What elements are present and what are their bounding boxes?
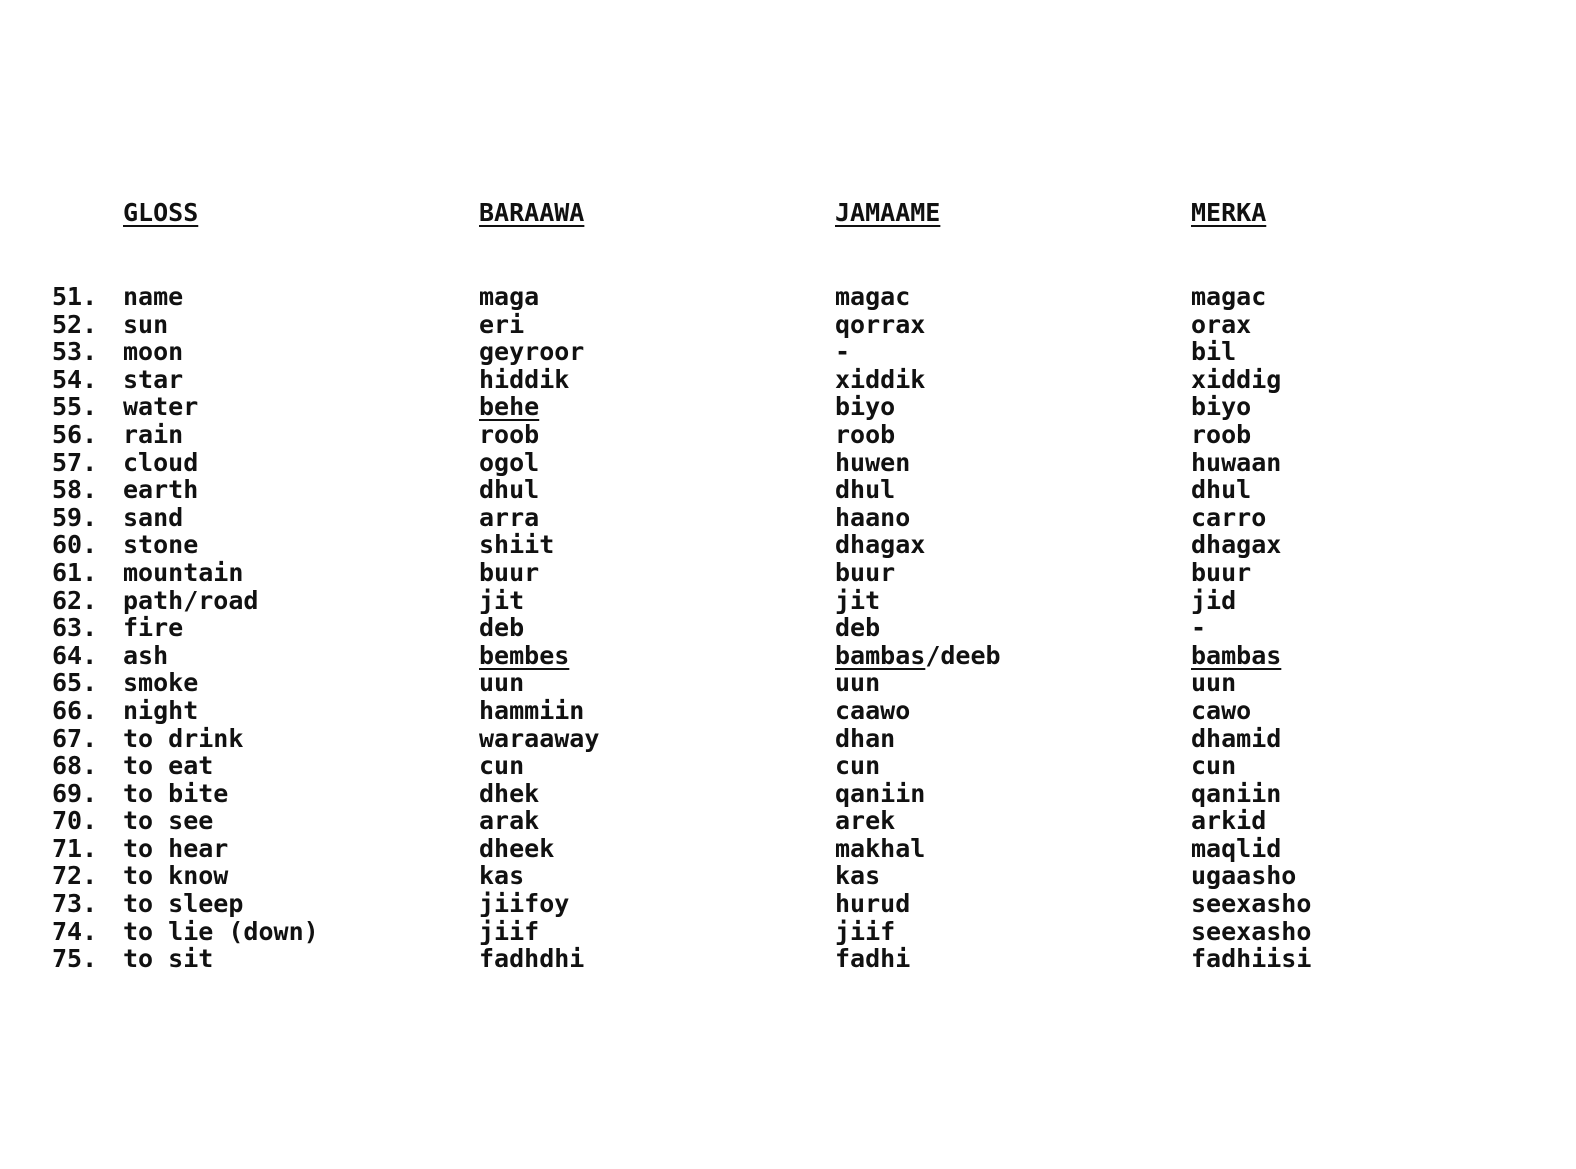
jamaame-cell-underlined-part: bambas <box>835 640 926 670</box>
jamaame-cell: huwen <box>835 447 911 477</box>
header-jamaame: JAMAAME <box>835 198 941 227</box>
baraawa-cell: dheek <box>479 833 555 863</box>
jamaame-cell: makhal <box>835 833 926 863</box>
baraawa-cell: uun <box>479 668 525 698</box>
gloss-cell: fire <box>123 613 184 643</box>
gloss-cell: earth <box>123 475 199 505</box>
row-number: 65. <box>52 668 98 698</box>
row-number: 68. <box>52 751 98 781</box>
table-row <box>0 669 1576 697</box>
jamaame-cell: deb <box>835 613 881 643</box>
merka-cell: roob <box>1191 419 1252 449</box>
row-number: 75. <box>52 944 98 974</box>
row-number: 63. <box>52 613 98 643</box>
table-row <box>0 752 1576 780</box>
jamaame-cell: dhul <box>835 475 896 505</box>
merka-cell: biyo <box>1191 392 1252 422</box>
table-row <box>0 697 1576 725</box>
word-list-table <box>0 283 1576 973</box>
gloss-cell: cloud <box>123 447 199 477</box>
row-number: 51. <box>52 282 98 311</box>
table-row <box>0 890 1576 918</box>
jamaame-cell: qorrax <box>835 309 926 339</box>
row-number: 64. <box>52 640 98 670</box>
row-number: 60. <box>52 530 98 560</box>
jamaame-cell: xiddik <box>835 364 926 394</box>
baraawa-cell: kas <box>479 861 525 891</box>
baraawa-cell: jiif <box>479 916 540 946</box>
row-number: 69. <box>52 778 98 808</box>
row-number: 58. <box>52 475 98 505</box>
table-row <box>0 311 1576 339</box>
table-row <box>0 587 1576 615</box>
table-row <box>0 918 1576 946</box>
gloss-cell: star <box>123 364 184 394</box>
jamaame-cell: dhagax <box>835 530 926 560</box>
table-row <box>0 531 1576 559</box>
jamaame-cell: qaniin <box>835 778 926 808</box>
merka-cell: huwaan <box>1191 447 1282 477</box>
merka-cell: xiddig <box>1191 364 1282 394</box>
merka-cell: jid <box>1191 585 1237 615</box>
gloss-cell: to know <box>123 861 229 891</box>
baraawa-cell: arak <box>479 806 540 836</box>
row-number: 72. <box>52 861 98 891</box>
gloss-cell: path/road <box>123 585 259 615</box>
jamaame-cell: dhan <box>835 723 896 753</box>
table-row <box>0 725 1576 753</box>
row-number: 67. <box>52 723 98 753</box>
table-row <box>0 504 1576 532</box>
baraawa-cell: jiifoy <box>479 889 570 919</box>
baraawa-cell: behe <box>479 392 540 422</box>
jamaame-cell: hurud <box>835 889 911 919</box>
row-number: 70. <box>52 806 98 836</box>
baraawa-cell: deb <box>479 613 525 643</box>
jamaame-cell: kas <box>835 861 881 891</box>
merka-cell: ugaasho <box>1191 861 1297 891</box>
merka-cell: bambas <box>1191 640 1282 670</box>
gloss-cell: smoke <box>123 668 199 698</box>
baraawa-cell: hammiin <box>479 695 585 725</box>
merka-cell: buur <box>1191 557 1252 587</box>
baraawa-cell: roob <box>479 419 540 449</box>
gloss-cell: to see <box>123 806 214 836</box>
baraawa-cell: shiit <box>479 530 555 560</box>
gloss-cell: ash <box>123 640 169 670</box>
merka-cell: orax <box>1191 309 1252 339</box>
baraawa-cell: maga <box>479 282 540 311</box>
row-number: 73. <box>52 889 98 919</box>
jamaame-cell <box>835 642 1001 670</box>
baraawa-cell: buur <box>479 557 540 587</box>
jamaame-cell: buur <box>835 557 896 587</box>
baraawa-cell: ogol <box>479 447 540 477</box>
gloss-cell: to lie (down) <box>123 916 319 946</box>
baraawa-cell: hiddik <box>479 364 570 394</box>
jamaame-cell: cun <box>835 751 881 781</box>
jamaame-cell: biyo <box>835 392 896 422</box>
merka-cell: carro <box>1191 502 1267 532</box>
row-number: 54. <box>52 364 98 394</box>
baraawa-cell: jit <box>479 585 525 615</box>
merka-cell: dhamid <box>1191 723 1282 753</box>
table-row <box>0 807 1576 835</box>
table-row <box>0 559 1576 587</box>
merka-cell: seexasho <box>1191 916 1312 946</box>
baraawa-cell: dhul <box>479 475 540 505</box>
merka-cell: bil <box>1191 337 1237 367</box>
jamaame-cell: arek <box>835 806 896 836</box>
baraawa-cell: cun <box>479 751 525 781</box>
gloss-cell: to drink <box>123 723 244 753</box>
gloss-cell: sand <box>123 502 184 532</box>
merka-cell: dhagax <box>1191 530 1282 560</box>
baraawa-cell: dhek <box>479 778 540 808</box>
gloss-cell: to sleep <box>123 889 244 919</box>
jamaame-cell: - <box>835 337 851 367</box>
gloss-cell: to hear <box>123 833 229 863</box>
table-row <box>0 366 1576 394</box>
table-row <box>0 476 1576 504</box>
table-row <box>0 283 1576 311</box>
merka-cell: - <box>1191 613 1207 643</box>
row-number: 52. <box>52 309 98 339</box>
gloss-cell: night <box>123 695 199 725</box>
baraawa-cell: fadhdhi <box>479 944 585 974</box>
table-row <box>0 945 1576 973</box>
header-merka: MERKA <box>1191 198 1267 227</box>
row-number: 66. <box>52 695 98 725</box>
row-number: 71. <box>52 833 98 863</box>
merka-cell: dhul <box>1191 475 1252 505</box>
baraawa-cell: arra <box>479 502 540 532</box>
jamaame-cell: jit <box>835 585 881 615</box>
gloss-cell: to sit <box>123 944 214 974</box>
gloss-cell: water <box>123 392 199 422</box>
merka-cell: cawo <box>1191 695 1252 725</box>
gloss-cell: rain <box>123 419 184 449</box>
gloss-cell: to eat <box>123 751 214 781</box>
merka-cell: cun <box>1191 751 1237 781</box>
jamaame-cell-rest: /deeb <box>925 640 1001 670</box>
gloss-cell: stone <box>123 530 199 560</box>
header-baraawa: BARAAWA <box>479 198 585 227</box>
jamaame-cell: magac <box>835 282 911 311</box>
header-gloss: GLOSS <box>123 198 199 227</box>
baraawa-cell: waraaway <box>479 723 600 753</box>
gloss-cell: mountain <box>123 557 244 587</box>
row-number: 62. <box>52 585 98 615</box>
gloss-cell: to bite <box>123 778 229 808</box>
jamaame-cell: roob <box>835 419 896 449</box>
table-row <box>0 642 1576 670</box>
table-row <box>0 835 1576 863</box>
table-row <box>0 614 1576 642</box>
baraawa-cell: eri <box>479 309 525 339</box>
table-row <box>0 338 1576 366</box>
table-row <box>0 862 1576 890</box>
gloss-cell: moon <box>123 337 184 367</box>
merka-cell: seexasho <box>1191 889 1312 919</box>
row-number: 56. <box>52 419 98 449</box>
table-row <box>0 421 1576 449</box>
merka-cell: fadhiisi <box>1191 944 1312 974</box>
jamaame-cell: caawo <box>835 695 911 725</box>
merka-cell: qaniin <box>1191 778 1282 808</box>
gloss-cell: sun <box>123 309 169 339</box>
table-row <box>0 780 1576 808</box>
row-number: 59. <box>52 502 98 532</box>
baraawa-cell: bembes <box>479 640 570 670</box>
baraawa-cell: geyroor <box>479 337 585 367</box>
merka-cell: arkid <box>1191 806 1267 836</box>
row-number: 55. <box>52 392 98 422</box>
table-row <box>0 393 1576 421</box>
jamaame-cell: fadhi <box>835 944 911 974</box>
table-row <box>0 449 1576 477</box>
merka-cell: magac <box>1191 282 1267 311</box>
row-number: 57. <box>52 447 98 477</box>
row-number: 74. <box>52 916 98 946</box>
gloss-cell: name <box>123 282 184 311</box>
row-number: 61. <box>52 557 98 587</box>
jamaame-cell: haano <box>835 502 911 532</box>
merka-cell: uun <box>1191 668 1237 698</box>
merka-cell: maqlid <box>1191 833 1282 863</box>
row-number: 53. <box>52 337 98 367</box>
jamaame-cell: jiif <box>835 916 896 946</box>
jamaame-cell: uun <box>835 668 881 698</box>
